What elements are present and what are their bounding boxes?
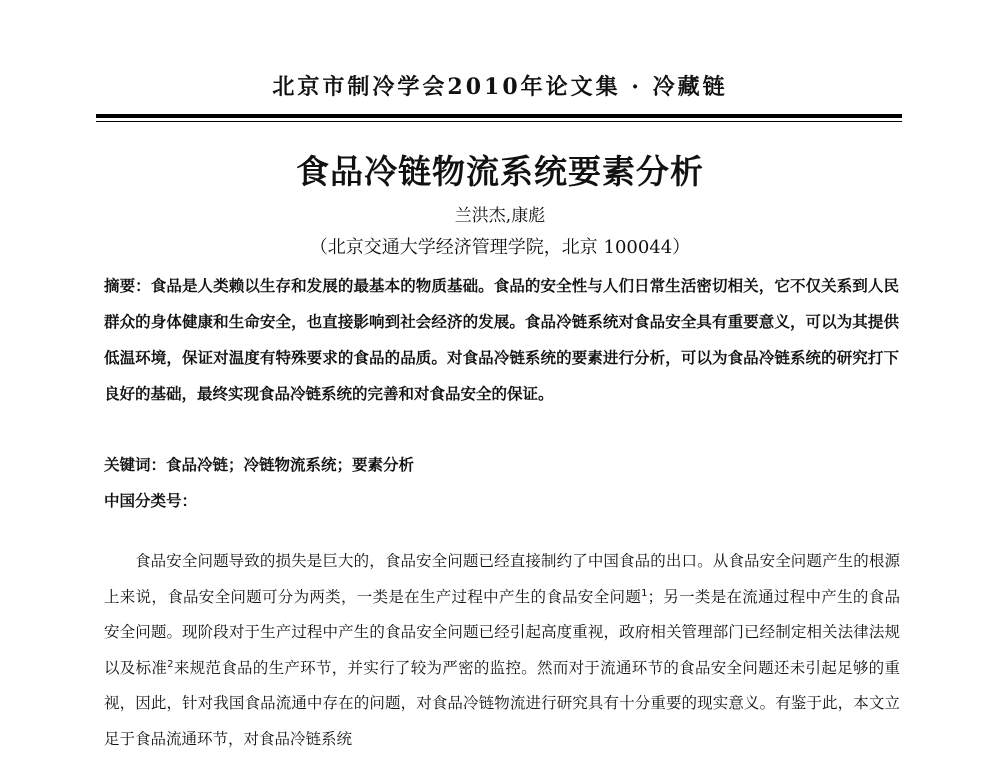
abstract-label: 摘要： <box>104 277 151 295</box>
keywords <box>104 453 899 475</box>
keywords-label: 关键词： <box>104 456 167 474</box>
classification-number <box>104 489 899 511</box>
body-text-part1: 食品安全问题导致的损失是巨大的，食品安全问题已经直接制约了中国食品的出口。从食品安全问题产生的根源上来说，食品安全问题可分为两类，一类是在生产过程中产生的食品安全问题 <box>104 552 900 606</box>
body-paragraph <box>104 544 900 757</box>
keywords-text: 食品冷链；冷链物流系统；要素分析 <box>166 455 415 474</box>
paper-authors: 兰洪杰,康彪 <box>454 206 546 226</box>
reference-1: 1 <box>641 587 648 599</box>
classification-label: 中国分类号： <box>104 492 198 510</box>
abstract <box>104 268 899 412</box>
header-rule <box>96 114 902 118</box>
body-text-part3: 来规范食品的生产环节，并实行了较为严密的监控。然而对于流通环节的食品安全问题还未引起足够的重视，因此，针对我国食品流通中存在的问题，对食品冷链物流进行研究具有十分重要的现实意义。有鉴于此，本文立足于食品流通环节，对食品冷链系统 <box>104 658 900 748</box>
paper-title: 食品冷链物流系统要素分析 <box>296 152 704 191</box>
abstract-text: 食品是人类赖以生存和发展的最基本的物质基础。食品的安全性与人们日常生活密切相关，它不仅关系到人民群众的身体健康和生命安全，也直接影响到社会经济的发展。食品冷链系统对食品安全具有重要意义，可以为其提供低温环境，保证对温度有特殊要求的食品的品质。对食品冷链系统的要素进行分析，可以为食品冷链系统的研究打下良好的基础，最终实现食品冷链系统的完善和对食品安全的保证。 <box>104 276 899 403</box>
running-header: 北京市制冷学会2010年论文集 · 冷藏链 <box>272 74 728 100</box>
header-rule-thin <box>96 121 902 122</box>
paper-affiliation: （北京交通大学经济管理学院，北京 100044） <box>309 237 691 258</box>
reference-2: 2 <box>167 658 174 670</box>
body-text-part2: ；另一类是在流通过程中产生的食品安全问题。现阶段对于生产过程中产生的食品安全问题已经引起高度重视，政府相关管理部门已经制定相关法律法规以及标准 <box>104 587 900 677</box>
